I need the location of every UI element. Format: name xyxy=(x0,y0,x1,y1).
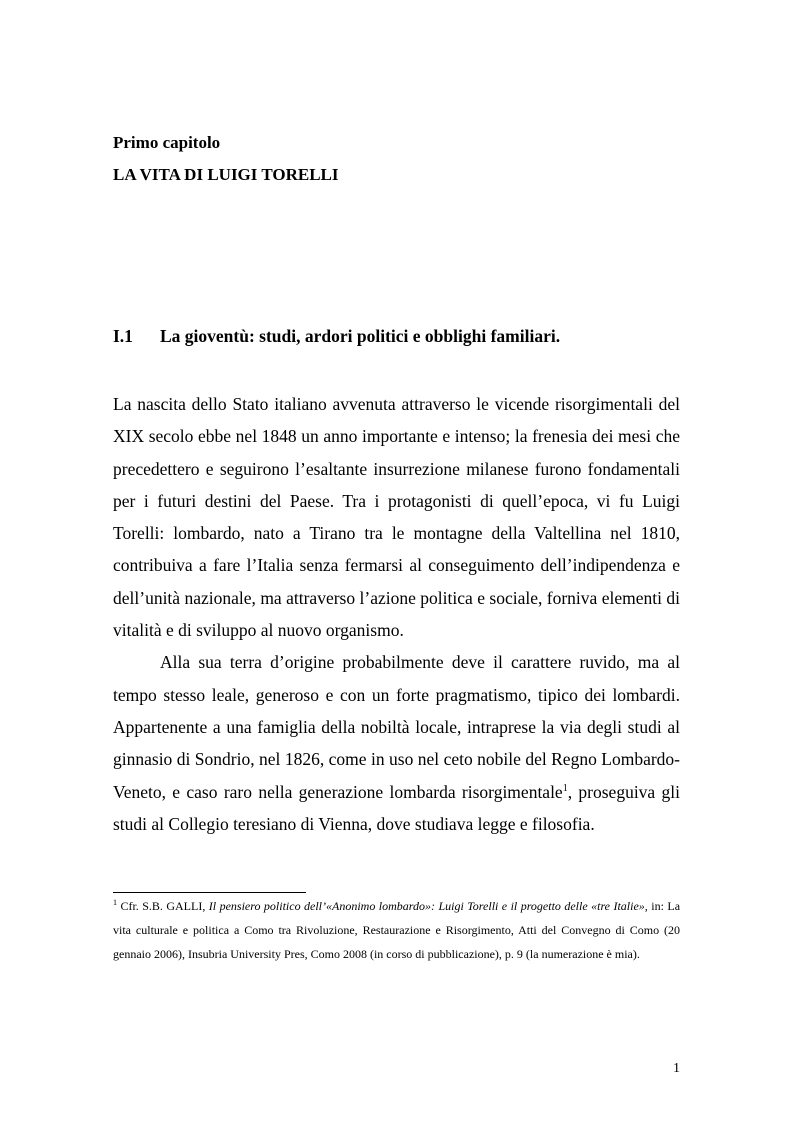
body-text xyxy=(113,388,680,840)
section-title: La gioventù: studi, ardori politici e obblighi familiari. xyxy=(160,326,561,346)
footnote xyxy=(113,894,680,966)
footnote-prefix: Cfr. S.B. GALLI, xyxy=(117,899,209,913)
chapter-title: LA VITA DI LUIGI TORELLI xyxy=(113,165,339,184)
footnote-separator xyxy=(113,892,306,893)
footnote-text: in: La vita culturale e politica a Como tra Rivoluzione, Restaurazione e Risorgimento, Atti del Convegno di Como (20 gennaio 2006), Insubria University Pres, Como 2008 (in corso di pubblicazione), p. 9 (la numerazione è mia). xyxy=(113,899,681,961)
footnote-marker: 1 xyxy=(113,898,117,907)
footnote-reference[interactable]: 1 xyxy=(562,782,568,794)
paragraph: La nascita dello Stato italiano avvenuta attraverso le vicende risorgimentali del XIX secolo ebbe nel 1848 un anno importante e intenso; la frenesia dei mesi che precedettero e seguirono l’esaltante insurrezione milanese furono fondamentali per i futuri destini del Paese. Tra i protagonisti di quell’epoca, vi fu Luigi Torelli: lombardo, nato a Tirano tra le montagne della Valtellina nel 1810, contribuiva a fare l’Italia senza fermarsi al conseguimento dell’indipendenza e dell’unità nazionale, ma attraverso l’azione politica e sociale, forniva elementi di vitalità e di sviluppo al nuovo organismo. xyxy=(113,394,680,641)
paragraph xyxy=(113,646,680,840)
section-number: I.1 xyxy=(113,326,133,346)
paragraph-text: Alla sua terra d’origine probabilmente deve il carattere ruvido, ma al tempo stesso leale, generoso e con un forte pragmatismo, tipico dei lombardi. Appartenente a una famiglia della nobiltà locale, intraprese la via degli studi al ginnasio di Sondrio, nel 1826, come in uso nel ceto nobile del Regno Lombardo-Veneto, e caso raro nella generazione lombarda risorgimentale xyxy=(113,652,680,802)
paragraph-text: , proseguiva gli studi al Collegio teresiano di Vienna, dove studiava legge e filosofia. xyxy=(113,781,680,834)
chapter-label: Primo capitolo xyxy=(113,133,221,152)
section-heading xyxy=(113,326,560,347)
page-number: 1 xyxy=(673,1061,680,1076)
footnote-italic-title: Il pensiero politico dell’«Anonimo lombardo»: Luigi Torelli e il progetto delle «tre Italie», xyxy=(208,899,648,913)
